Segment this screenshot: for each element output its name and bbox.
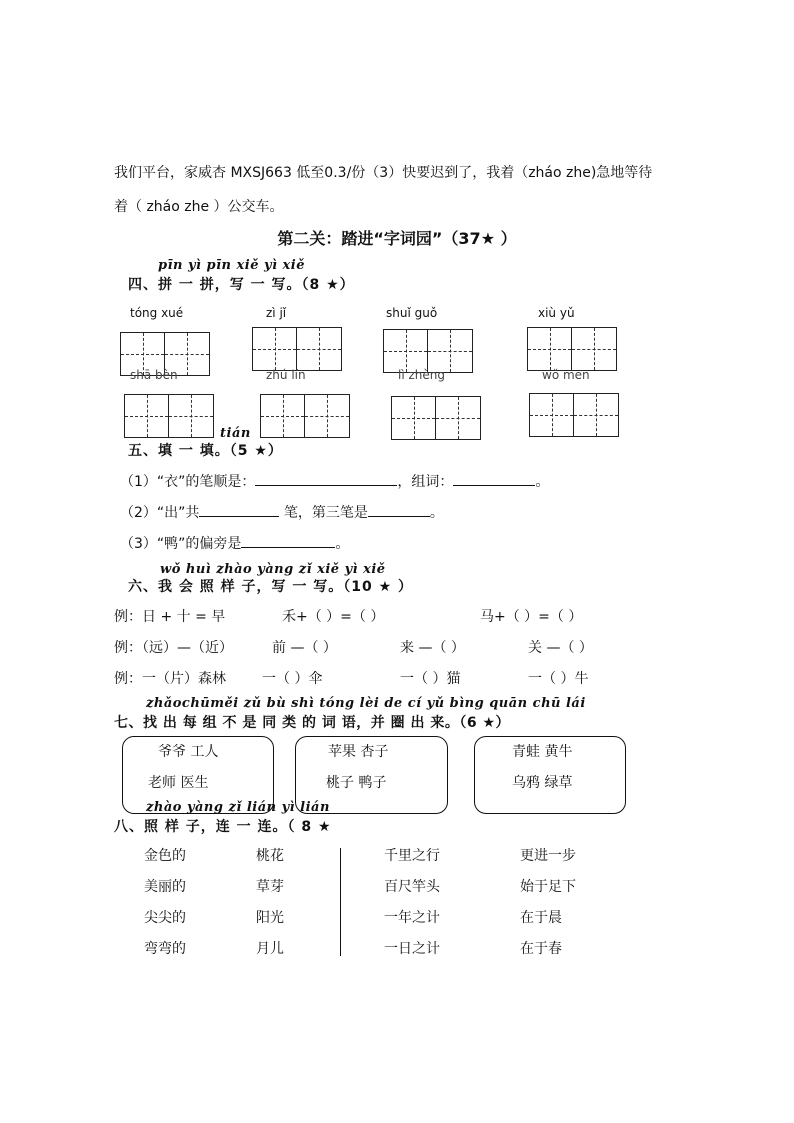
word-group-1-line-2: 老师 医生 <box>148 775 209 791</box>
q6-blank-8: 一（ ）牛 <box>528 671 589 687</box>
q8-pinyin: zhào yàng zǐ lián yì lián <box>146 800 330 815</box>
q5-title: 五、填 一 填。（5 ★） <box>128 443 283 459</box>
q5-pinyin: tián <box>220 426 251 441</box>
q5-item-3: （3）“鸭”的偏旁是 。 <box>120 533 349 553</box>
match-right-b-2[interactable]: 始于足下 <box>520 879 576 895</box>
writing-grid-5[interactable] <box>124 394 214 438</box>
q5-item-2: （2）“出”共 笔，第三笔是 。 <box>120 502 444 522</box>
q4-pinyin-7: lì zhèng <box>398 368 445 382</box>
match-right-b-4[interactable]: 在于春 <box>520 941 562 957</box>
q6-blank-4: 来 —（ ） <box>400 640 465 656</box>
section-title: 第二关：踏进“字词园”（37★ ） <box>277 229 517 248</box>
match-right-a-4[interactable]: 一日之计 <box>384 941 440 957</box>
match-left-a-2[interactable]: 美丽的 <box>144 879 186 895</box>
answer-blank[interactable] <box>453 471 535 486</box>
writing-grid-6[interactable] <box>260 394 350 438</box>
word-group-2-line-1: 苹果 杏子 <box>328 744 389 760</box>
writing-grid-8[interactable] <box>529 393 619 437</box>
match-left-b-2[interactable]: 草芽 <box>256 879 284 895</box>
q7-title: 七、找 出 每 组 不 是 同 类 的 词 语，并 圈 出 来。（6 ★） <box>114 715 511 731</box>
match-right-a-2[interactable]: 百尺竿头 <box>384 879 440 895</box>
q6-pinyin: wǒ huì zhào yàng zǐ xiě yì xiě <box>160 562 386 577</box>
q4-pinyin-3: shuǐ guǒ <box>386 306 438 320</box>
q4-pinyin-8: wǒ men <box>542 368 590 382</box>
answer-blank[interactable] <box>241 533 335 548</box>
q4-pinyin: pīn yì pīn xiě yì xiě <box>158 258 305 273</box>
match-right-a-1[interactable]: 千里之行 <box>384 848 440 864</box>
q4-pinyin-2: zì jǐ <box>266 306 287 320</box>
word-group-3-line-2: 乌鸦 绿草 <box>512 775 573 791</box>
word-group-2-line-2: 桃子 鸭子 <box>326 775 387 791</box>
q6-blank-1: 禾+（ ）=（ ） <box>282 609 385 625</box>
q6-example-2: 例：（远）—（近） <box>114 640 233 656</box>
word-group-3-line-1: 青蛙 黄牛 <box>512 744 573 760</box>
word-group-1-line-1: 爷爷 工人 <box>158 744 219 760</box>
intro-line-2: 着（ zháo zhe ）公交车。 <box>114 199 284 215</box>
answer-blank[interactable] <box>368 502 430 517</box>
q5-item-1: （1）“衣”的笔顺是： ，组词： 。 <box>120 471 549 491</box>
match-right-b-3[interactable]: 在于晨 <box>520 910 562 926</box>
q4-pinyin-6: zhú lín <box>266 368 306 382</box>
match-right-a-3[interactable]: 一年之计 <box>384 910 440 926</box>
q6-title: 六、我 会 照 样 子，写 一 写。（10 ★ ） <box>128 579 414 595</box>
intro-line-1: 我们平台，家威杏 MXSJ663 低至0.3/份（3）快要迟到了，我着（zháo zhe)急地等待 <box>114 165 653 181</box>
writing-grid-2[interactable] <box>252 327 342 371</box>
q6-blank-3: 前 —（ ） <box>272 640 337 656</box>
answer-blank[interactable] <box>255 471 397 486</box>
q6-blank-5: 关 —（ ） <box>528 640 593 656</box>
q6-blank-2: 马+（ ）=（ ） <box>480 609 583 625</box>
match-left-b-1[interactable]: 桃花 <box>256 848 284 864</box>
q8-title: 八、照 样 子，连 一 连。（ 8 ★ <box>114 819 332 835</box>
divider-line <box>340 848 341 956</box>
writing-grid-7[interactable] <box>391 396 481 440</box>
q6-example-3: 例：一（片）森林 <box>114 671 226 687</box>
q4-pinyin-5: shā bèn <box>130 368 178 382</box>
writing-grid-4[interactable] <box>527 327 617 371</box>
match-right-b-1[interactable]: 更进一步 <box>520 848 576 864</box>
q4-pinyin-4: xiù yǔ <box>538 306 575 320</box>
match-left-b-4[interactable]: 月儿 <box>256 941 284 957</box>
match-left-a-4[interactable]: 弯弯的 <box>144 941 186 957</box>
match-left-b-3[interactable]: 阳光 <box>256 910 284 926</box>
q6-blank-7: 一（ ）猫 <box>400 671 461 687</box>
q4-pinyin-1: tóng xué <box>130 306 184 320</box>
q6-blank-6: 一（ ）伞 <box>262 671 323 687</box>
answer-blank[interactable] <box>199 502 279 517</box>
q6-example-1: 例：日 + 十 = 早 <box>114 609 226 625</box>
match-left-a-3[interactable]: 尖尖的 <box>144 910 186 926</box>
match-left-a-1[interactable]: 金色的 <box>144 848 186 864</box>
q4-title: 四、拼 一 拼，写 一 写。（8 ★） <box>128 277 355 293</box>
writing-grid-3[interactable] <box>383 329 473 373</box>
q7-pinyin: zhǎochūměi zǔ bù shì tóng lèi de cí yǔ bìng quān chū lái <box>146 696 586 711</box>
